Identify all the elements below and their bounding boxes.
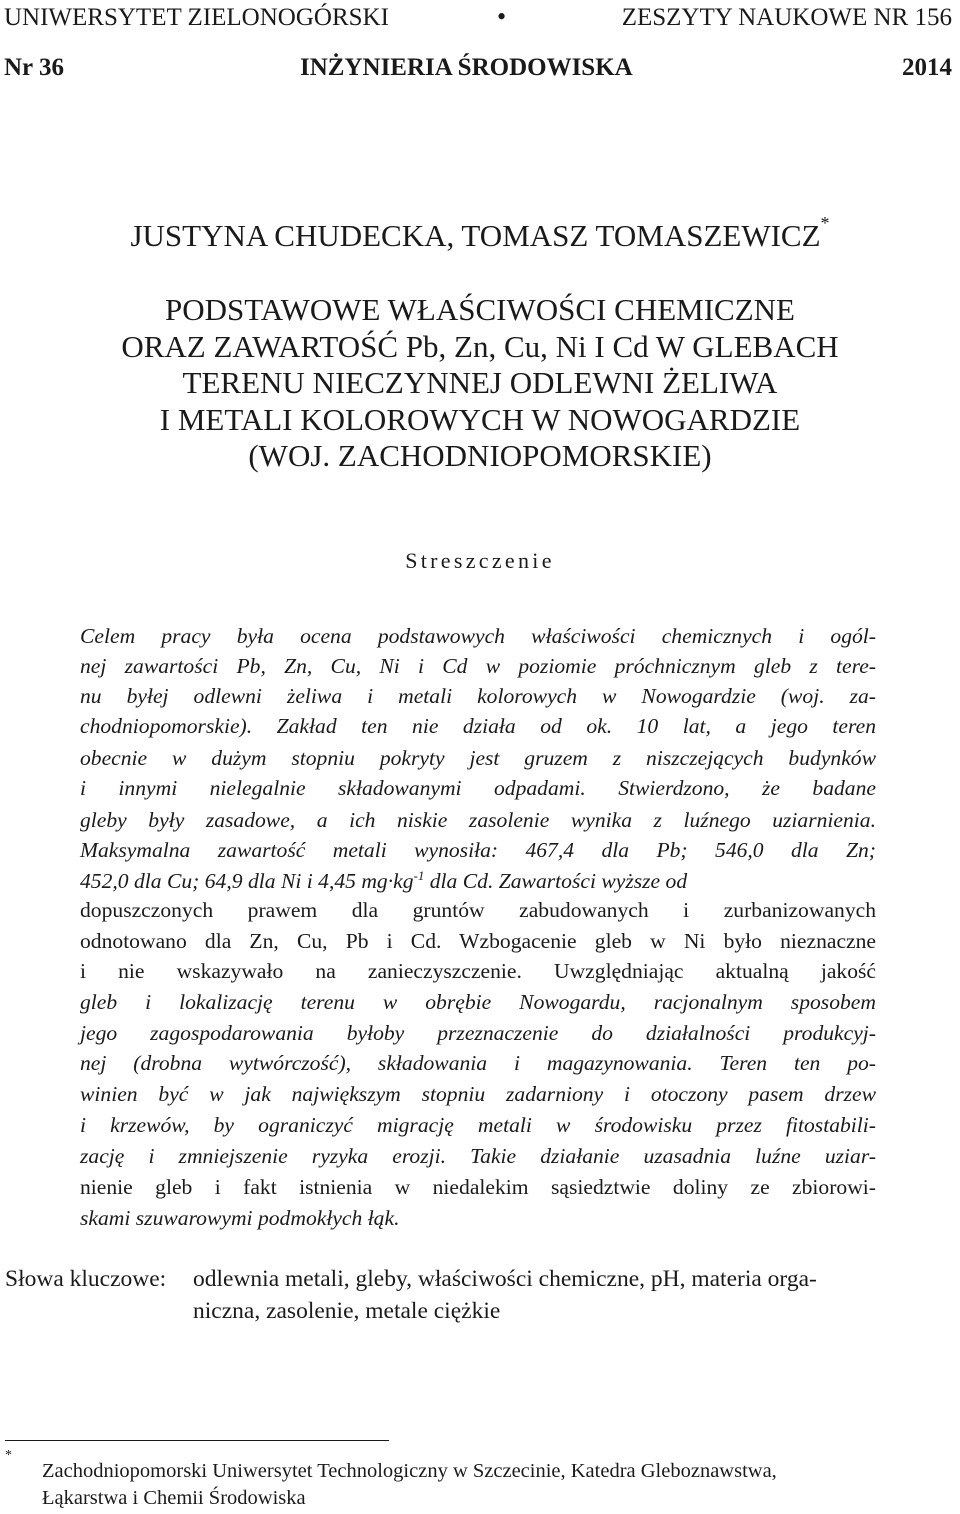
abstract-line: jego zagospodarowania byłoby przeznaczenie do działalności produkcyj- [80,1021,876,1045]
abstract-line: nu byłej odlewni żeliwa i metali kolorowych w Nowogardzie (woj. za- [80,684,876,708]
authors [0,212,960,254]
abstract-text: 452,0 dla Cu; 64,9 dla Ni i 4,45 mg·kg [80,869,414,894]
footnote-rule [5,1440,389,1441]
abstract-line: obecnie w dużym stopniu pokryty jest gruzem z niszczejących budynków [80,746,876,770]
publication-year: 2014 [902,54,952,81]
title-line: I METALI KOLOROWYCH W NOWOGARDZIE [159,401,801,437]
title-line: TERENU NIECZYNNEJ ODLEWNI ŻELIWA [182,365,778,401]
issue-number: Nr 36 [4,54,64,81]
keywords-line: odlewnia metali, gleby, właściwości chemiczne, pH, materia orga- [193,1266,817,1292]
journal-university: UNIWERSYTET ZIELONOGÓRSKI [4,4,389,31]
keywords-label: Słowa kluczowe: [5,1266,167,1292]
keywords-line: niczna, zasolenie, metale ciężkie [193,1298,501,1324]
abstract-line: dopuszczonych prawem dla gruntów zabudowanych i zurbanizowanych [80,898,876,922]
abstract-line-with-superscript [80,868,876,894]
abstract-line: gleby były zasadowe, a ich niskie zasolenie wynika z luźnego uziarnienia. [80,808,876,832]
footnote-affiliation: Łąkarstwa i Chemii Środowiska [42,1487,306,1509]
header-bullet: • [497,2,507,31]
abstract-line: chodniopomorskie). Zakład ten nie działa od ok. 10 lat, a jego teren [80,714,876,738]
abstract-text: dla Cd. Zawartości wyższe od [424,869,688,894]
footnote-affiliation: Zachodniopomorski Uniwersytet Technologiczny w Szczecinie, Katedra Gleboznawstwa, [42,1460,777,1482]
author-footnote-marker: * [820,212,830,233]
abstract-line: Celem pracy była ocena podstawowych właściwości chemicznych i ogól- [80,624,876,648]
title-line: ORAZ ZAWARTOŚĆ Pb, Zn, Cu, Ni I Cd W GLEBACH [121,328,839,364]
abstract-heading: Streszczenie [405,548,555,573]
abstract-line: i innymi nielegalnie składowanymi odpadami. Stwierdzono, że badane [80,776,876,800]
discipline: INŻYNIERIA ŚRODOWISKA [300,54,633,81]
superscript-exponent: -1 [413,868,425,883]
title-line: PODSTAWOWE WŁAŚCIWOŚCI CHEMICZNE [165,292,795,327]
abstract-line: zację i zmniejszenie ryzyka erozji. Takie działanie uzasadnia luźne uziar- [80,1144,876,1168]
title-line: (WOJ. ZACHODNIOPOMORSKIE) [248,438,712,474]
abstract-line: i krzewów, by ograniczyć migrację metali w środowisku przez fitostabili- [80,1113,876,1137]
abstract-line: i nie wskazywało na zanieczyszczenie. Uwzględniając aktualną jakość [80,959,876,983]
abstract-line: skami szuwarowymi podmokłych łąk. [80,1206,400,1230]
paper-title [0,292,960,475]
author-names: JUSTYNA CHUDECKA, TOMASZ TOMASZEWICZ [130,218,821,253]
abstract-line: nej (drobna wytwórczość), składowania i magazynowania. Teren ten po- [80,1051,876,1075]
abstract-line: nienie gleb i fakt istnienia w niedalekim sąsiedztwie doliny ze zbiorowi- [80,1175,876,1199]
abstract-line: odnotowano dla Zn, Cu, Pb i Cd. Wzbogacenie gleb w Ni było nieznaczne [80,929,876,953]
abstract-line: winien być w jak największym stopniu zadarniony i otoczony pasem drzew [80,1082,876,1106]
footnote-marker: * [5,1448,12,1463]
abstract-line: Maksymalna zawartość metali wynosiła: 467,4 dla Pb; 546,0 dla Zn; [80,838,876,862]
abstract-line: gleb i lokalizację terenu w obrębie Nowogardu, racjonalnym sposobem [80,990,876,1014]
abstract-line: nej zawartości Pb, Zn, Cu, Ni i Cd w poziomie próchnicznym gleb z tere- [80,654,876,678]
journal-series: ZESZYTY NAUKOWE NR 156 [621,4,952,31]
